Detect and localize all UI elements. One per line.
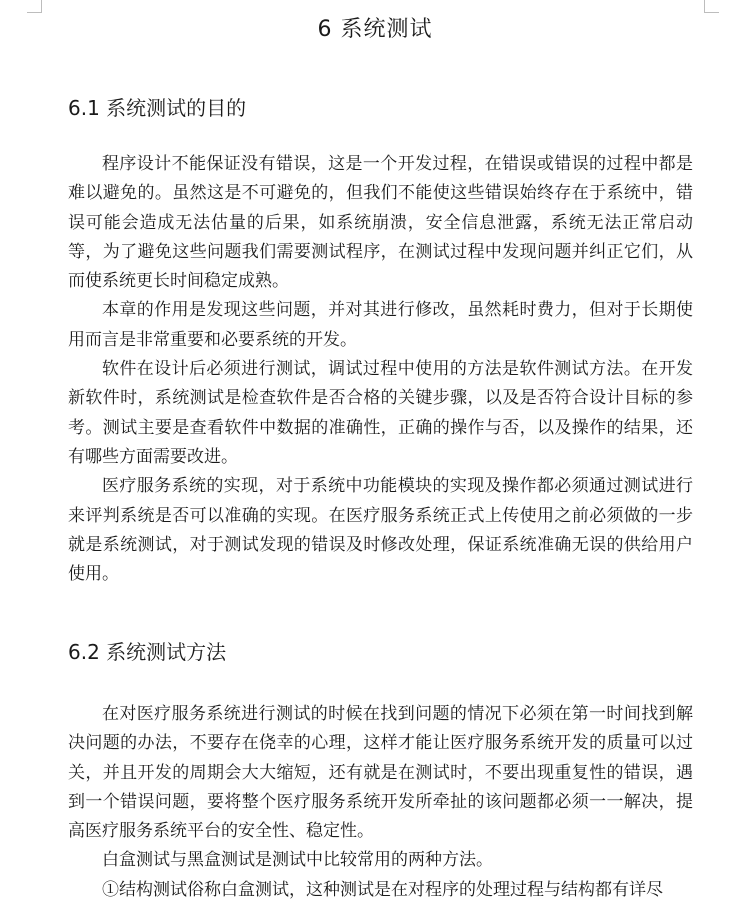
paragraph: 程序设计不能保证没有错误，这是一个开发过程，在错误或错误的过程中都是难以避免的。虽然这是不可避免的，但我们不能使这些错误始终存在于系统中，错误可能会造成无法估量的后果，如系统崩溃，安全信息泄露，系统无法正常启动等，为了避免这些问题我们需要测试程序，在测试过程中发现问题并纠正它们，从而使系统更长时间稳定成熟。 xyxy=(68,154,693,292)
section-heading-6-1: 6.1 系统测试的目的 xyxy=(68,96,247,120)
paragraph: 白盒测试与黑盒测试是测试中比较常用的两种方法。 xyxy=(102,850,493,871)
chapter-title: 6 系统测试 xyxy=(317,17,433,42)
paragraph: 医疗服务系统的实现，对于系统中功能模块的实现及操作都必须通过测试进行来评判系统是否可以准确的实现。在医疗服务系统正式上传使用之前必须做的一步就是系统测试，对于测试发现的错误及时修改处理，保证系统准确无误的供给用户使用。 xyxy=(68,476,693,585)
paragraph: 本章的作用是发现这些问题，并对其进行修改，虽然耗时费力，但对于长期使用而言是非常重要和必要系统的开发。 xyxy=(68,300,693,350)
section-6-2-body xyxy=(68,700,693,905)
paragraph: ①结构测试俗称白盒测试，这种测试是在对程序的处理过程与结构都有详尽 xyxy=(102,879,663,900)
section-heading-6-2: 6.2 系统测试方法 xyxy=(68,640,227,664)
section-6-1-body xyxy=(68,150,693,589)
paragraph: 在对医疗服务系统进行测试的时候在找到问题的情况下必须在第一时间找到解决问题的办法，不要存在侥幸的心理，这样才能让医疗服务系统开发的质量可以过关，并且开发的周期会大大缩短，还有就是在测试时，不要出现重复性的错误，遇到一个错误问题，要将整个医疗服务系统开发所牵扯的该问题都必须一一解决，提高医疗服务系统平台的安全性、稳定性。 xyxy=(68,704,693,842)
paragraph: 软件在设计后必须进行测试，调试过程中使用的方法是软件测试方法。在开发新软件时，系统测试是检查软件是否合格的关键步骤，以及是否符合设计目标的参考。测试主要是查看软件中数据的准确性，正确的操作与否，以及操作的结果，还有哪些方面需要改进。 xyxy=(68,359,693,467)
